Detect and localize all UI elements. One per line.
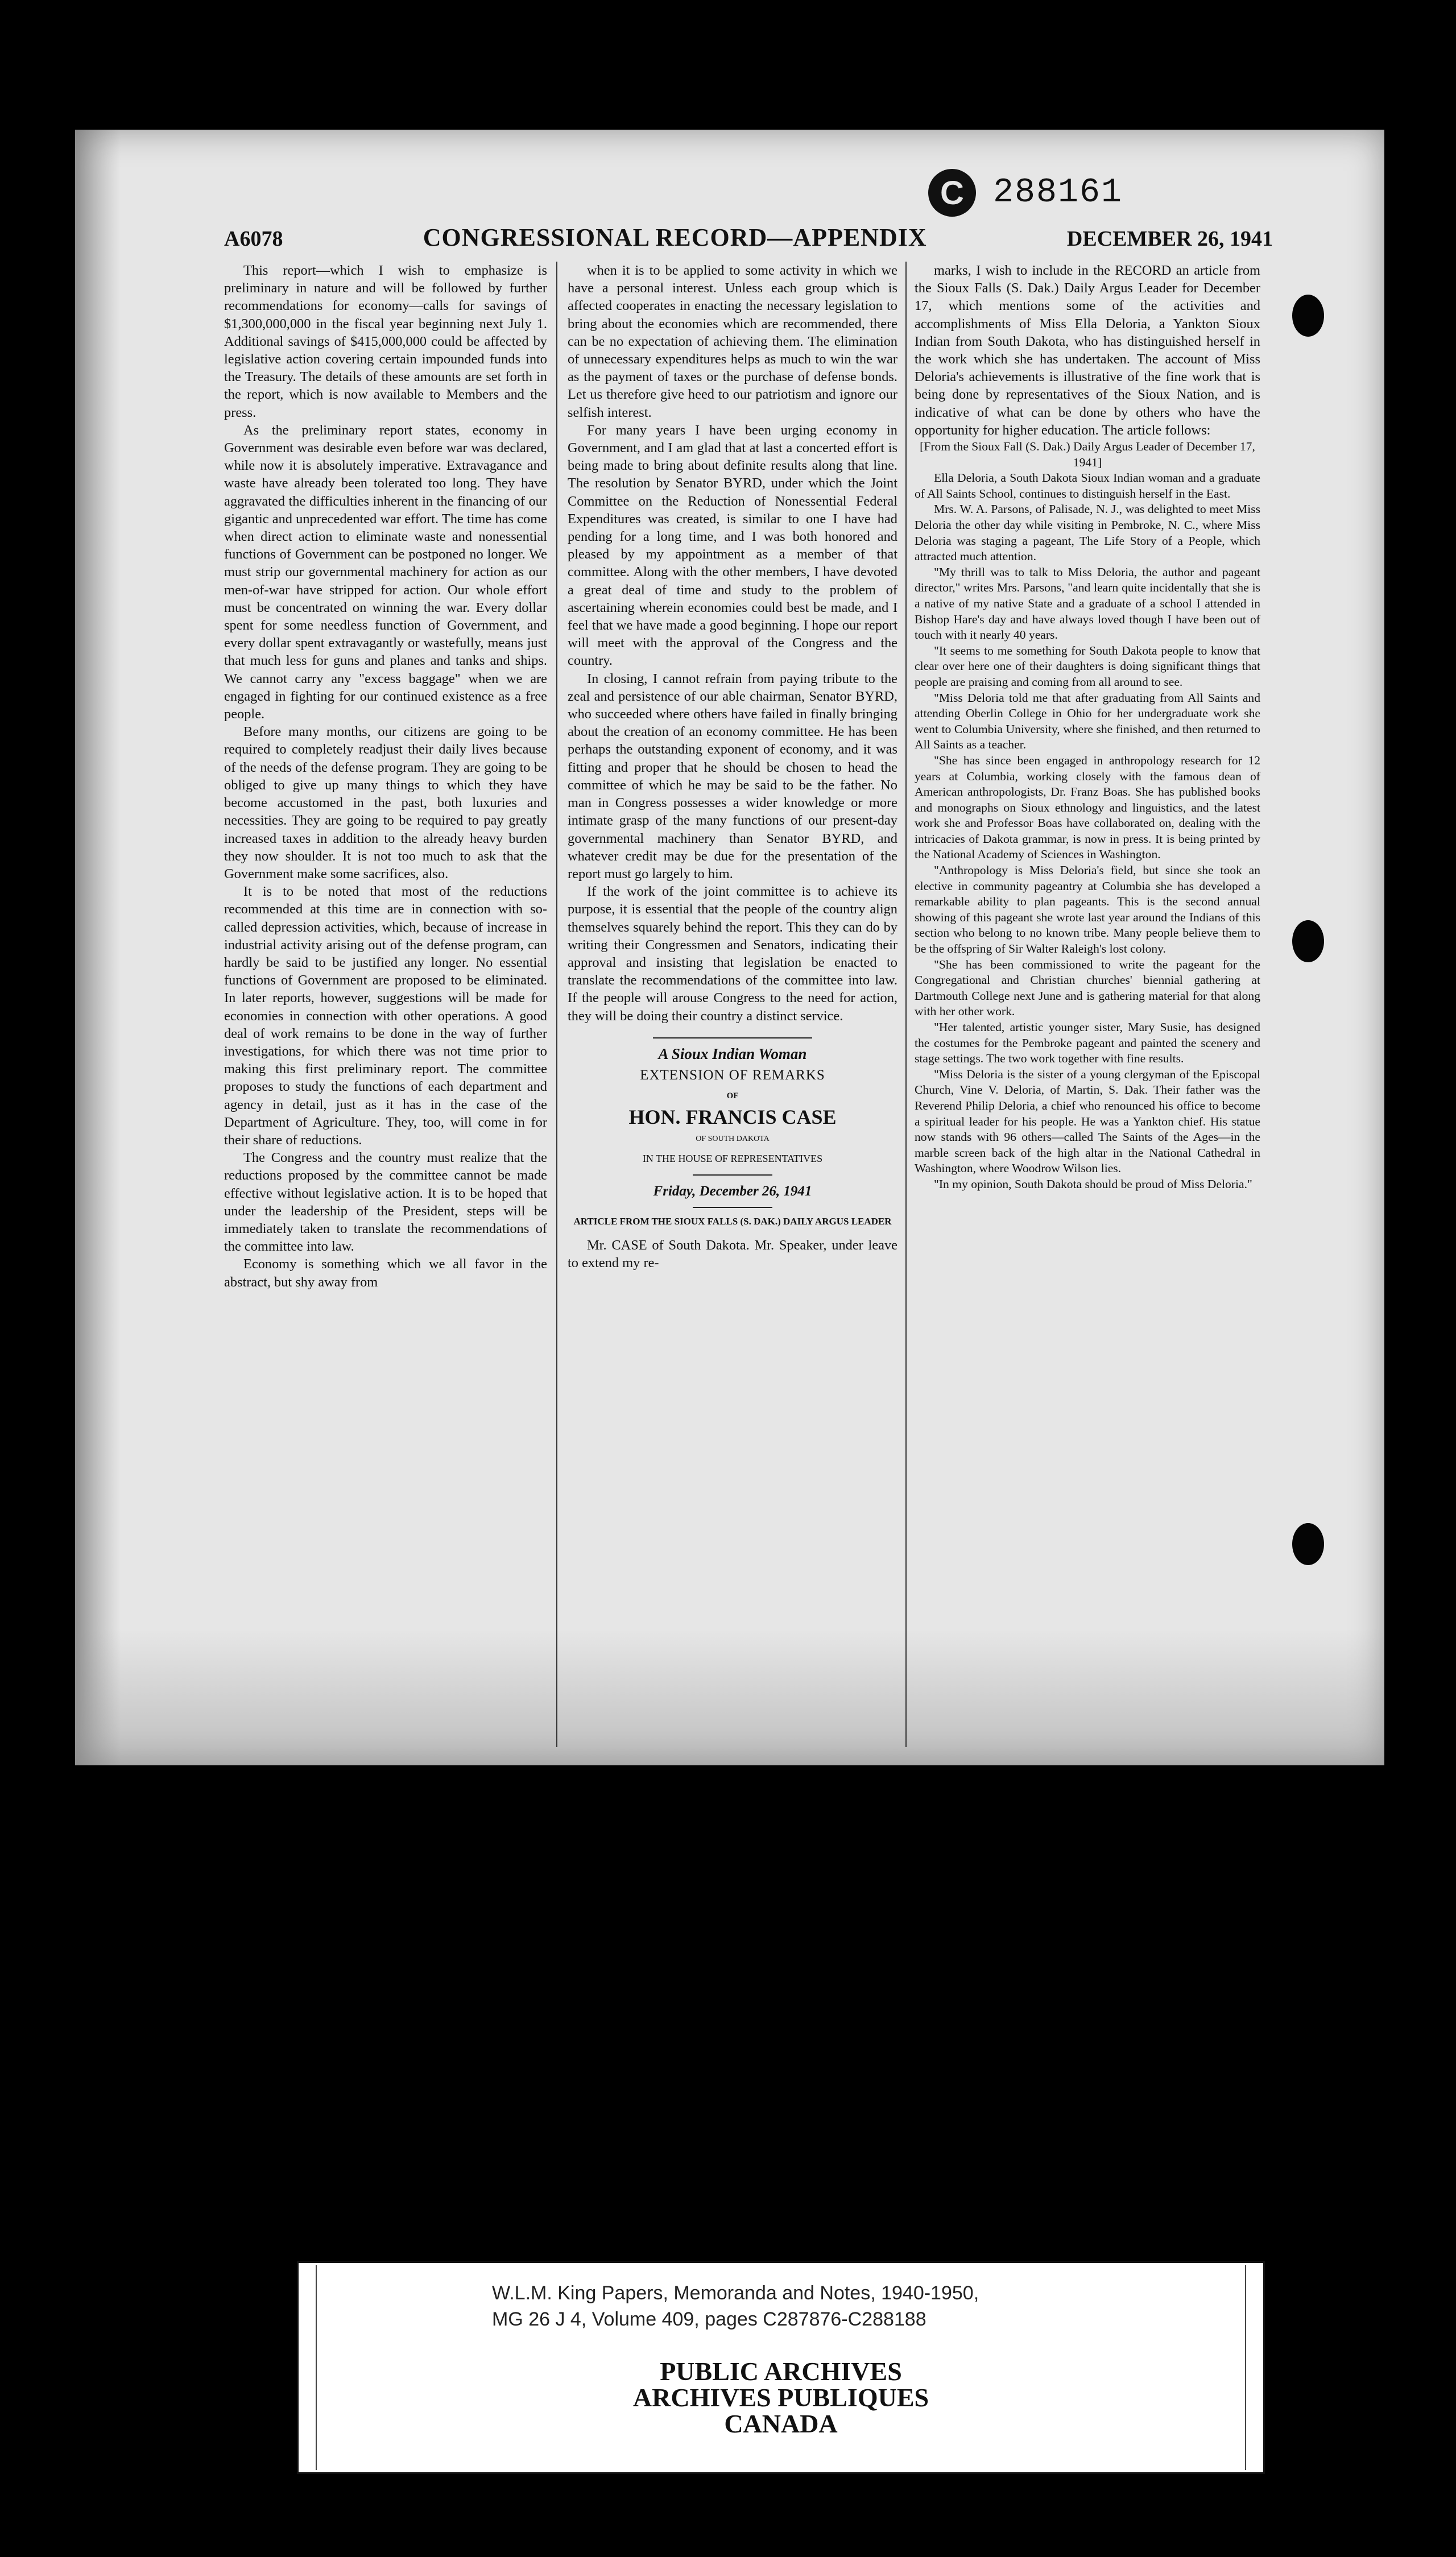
article-paragraph: "Anthropology is Miss Deloria's field, but since she took an elective in community pageantry at Columbia she has developed a remarkable ability to plan pageants. This is the second annual showing of this pageant she wrote last year around the Indians of this section who belong to no known tribe. Many people believe them to be the offspring of Sir Walter Raleigh's lost colony. — [915, 863, 1260, 956]
punch-hole-top — [1292, 295, 1324, 337]
paragraph: For many years I have been urging economy in Government, and I am glad that at last a concerted effort is being made to bring about definite results along that line. The resolution by Senator BYRD, under which the Joint Committee on the Reduction of Nonessential Federal Expenditures was created, is similar to one I have had pending for a long time, and I was both honored and pleased by my appointment as a member of that committee. Along with the other members, I have devoted a great deal of time and study to the problem of ascertaining wherein economies could best be made, and I feel that we have made a good beginning. I hope our report will meet with the approval of the Congress and the country. — [568, 422, 897, 669]
page-header — [224, 223, 1273, 257]
paragraph: In closing, I cannot refrain from paying tribute to the zeal and persistence of our able chairman, Senator BYRD, who succeeded where others have failed in finally bringing about the creation of an economy committee. He has been perhaps the outstanding exponent of economy, and it was fitting and proper that he should be chosen to head the committee of which he may be said to be the father. No man in Congress possesses a wider knowledge or more intimate grasp of the many functions of our present-day governmental machinery than Senator BYRD, and whatever credit may be due for the presentation of the report must go largely to him. — [568, 671, 897, 882]
article-source-line: ARTICLE FROM THE SIOUX FALLS (S. DAK.) DAILY ARGUS LEADER — [573, 1216, 892, 1227]
scan-shadow-bottom — [75, 1629, 1384, 1765]
speaker-name: HON. FRANCIS CASE — [628, 1106, 837, 1129]
institution-line: CANADA — [724, 2409, 838, 2438]
punch-hole-middle — [1292, 920, 1324, 962]
paragraph: when it is to be applied to some activity in which we have a personal interest. Unless each group which is affected cooperates in enacting the necessary legislation to bring about the economies which are recommended, there can be no expectation of achieving them. The elimination of unnecessary expenditures helps as much to win the war as the payment of taxes or the purchase of defense bonds. Let us therefore give heed to our patriotism and ignore our selfish interest. — [568, 263, 897, 420]
archive-reference — [492, 2280, 1231, 2332]
extension-label: EXTENSION OF REMARKS — [640, 1067, 825, 1083]
article-paragraph: Ella Deloria, a South Dakota Sioux Indian woman and a graduate of All Saints School, continues to distinguish herself in the East. — [915, 471, 1260, 500]
column-middle — [568, 262, 897, 1272]
article-paragraph: "Her talented, artistic younger sister, Mary Susie, has designed the costumes for the Pembroke pageant and painted the scenery and stage settings. The two work together with fine results. — [915, 1020, 1260, 1066]
article-source: [From the Sioux Fall (S. Dak.) Daily Argus Leader of December 17, 1941] — [920, 440, 1255, 469]
chamber: IN THE HOUSE OF REPRESENTATIVES — [642, 1152, 823, 1164]
article-paragraph: "She has since been engaged in anthropology research for 12 years at Columbia, working closely with the famous dean of American anthropologists, Dr. Franz Boas. She has published books and monographs on Sioux ethnology and linguistics, and the latest work she and Professor Boas have collaborated on, dealing with the intricacies of Dakota grammar, is now in press. It is being printed by the National Academy of Sciences in Washington. — [915, 753, 1260, 862]
article-paragraph: "It seems to me something for South Dakota people to know that clear over here one of their daughters is doing significant things that people are praising and coming from all around to see. — [915, 643, 1260, 689]
divider — [693, 1174, 772, 1176]
paragraph: If the work of the joint committee is to achieve its purpose, it is essential that the people of the country align themselves squarely behind the report. This they can do by writing their Congressmen and Senators, indicating their approval and insisting that legislation be enacted to translate the recommendations of the committee into law. If the people will arouse Congress to the need for action, they will be doing their country a distinct service. — [568, 884, 897, 1024]
article-paragraph: "Miss Deloria told me that after graduating from All Saints and attending Oberlin College in Ohio for her undergraduate work she went to Columbia University, where she finished, and then returned to All Saints as a teacher. — [915, 690, 1260, 752]
article-title: A Sioux Indian Woman — [658, 1045, 807, 1062]
paragraph: Before many months, our citizens are going to be required to completely readjust their daily lives because of the needs of the defense program. They are going to be obliged to give up many things to which they have become accustomed in the past, both luxuries and necessities. They are going to be required to pay greatly increased taxes in addition to the already heavy burden they now shoulder. It is not too much to ask that the Government make some sacrifices, also. — [224, 724, 547, 882]
column-rule-2 — [905, 262, 907, 1747]
stamp-number: 288161 — [993, 173, 1123, 212]
article-paragraph: Mrs. W. A. Parsons, of Palisade, N. J., was delighted to meet Miss Deloria the other day while visiting in Pembroke, N. C., where Miss Deloria was staging a pageant, The Life Story of a People, which attracted much attention. — [915, 502, 1260, 564]
extension-of-remarks-heading — [568, 1037, 897, 1228]
paragraph: marks, I wish to include in the RECORD an article from the Sioux Falls (S. Dak.) Daily Argus Leader for December 17, which mentions some of the activities and accomplishments of Miss Ella Deloria, a Yankton Sioux Indian from South Dakota, who has distinguished herself in the work which she has undertaken. The account of Miss Deloria's achievements is illustrative of the fine work that is being done by representatives of the Sioux Nation, and is indicative of what can be done by others who have the opportunity for higher education. The article follows: — [915, 263, 1260, 438]
paragraph: The Congress and the country must realize that the reductions proposed by the committee cannot be made effective without legislative action. It is to be hoped that under the leadership of the President, steps will be immediately taken to translate the recommendations of the committee into law. — [224, 1150, 547, 1255]
page-number: A6078 — [224, 227, 283, 251]
paragraph: As the preliminary report states, economy in Government was desirable even before war was declared, while now it is absolutely imperative. Extravagance and waste have already been tolerated too long. They have aggravated the difficulties inherent in the financing of our gigantic and unprecedented war effort. The time has come when direct action to eliminate waste and nonessential functions of Government can be postponed no longer. We must strip our governmental machinery for action as our men-of-war have stripped for action. Our whole effort must be concentrated on winning the war. Every dollar spent for some needless function of Government, and every dollar spent extravagantly or wastefully, means just that much less for guns and planes and tanks and ships. We cannot carry any "excess baggage" when we are engaged in fighting for our continued existence as a free people. — [224, 422, 547, 722]
reference-line: MG 26 J 4, Volume 409, pages C287876-C288188 — [492, 2308, 926, 2330]
paragraph: Mr. CASE of South Dakota. Mr. Speaker, under leave to extend my re- — [568, 1238, 897, 1271]
institution-line: ARCHIVES PUBLIQUES — [632, 2383, 929, 2412]
article-paragraph: "In my opinion, South Dakota should be proud of Miss Deloria." — [934, 1177, 1252, 1191]
divider — [693, 1207, 772, 1208]
of-label: OF — [726, 1091, 739, 1101]
publication-title: CONGRESSIONAL RECORD—APPENDIX — [423, 224, 927, 251]
paragraph: It is to be noted that most of the reductions recommended at this time are in connection with so-called depression activities, which, because of increase in industrial activity arising out of the defense program, can hardly be said to be justified any longer. No essential functions of Government are proposed to be eliminated. In later reports, however, suggestions will be made for economies in connection with other operations. A good deal of work remains to be done in the way of further investigations, for which there was not time prior to making this first preliminary report. The committee proposes to study the functions of each department and agency in detail, just as it has in the case of the Department of Agriculture. They, too, will come in for their share of reductions. — [224, 884, 547, 1148]
paragraph: This report—which I wish to emphasize is preliminary in nature and will be followed by further recommendations for economy—calls for savings of $1,300,000,000 in the fiscal year beginning next July 1. Additional savings of $415,000,000 could be affected by legislative action covering certain impounded funds into the Treasury. The details of these amounts are set forth in the report, which is now available to Members and the press. — [224, 263, 547, 420]
paragraph: Economy is something which we all favor in the abstract, but shy away from — [224, 1256, 547, 1290]
remarks-date: Friday, December 26, 1941 — [653, 1183, 812, 1199]
reference-line: W.L.M. King Papers, Memoranda and Notes, 1940-1950, — [492, 2282, 979, 2304]
article-paragraph: "She has been commissioned to write the pageant for the Congregational and Christian churches' biennial gathering at Dartmouth College next June and is gathering material for that along with her other work. — [915, 957, 1260, 1019]
column-left — [224, 262, 547, 1291]
punch-hole-bottom — [1292, 1523, 1324, 1565]
issue-date: DECEMBER 26, 1941 — [1066, 227, 1273, 251]
archive-number-stamp — [928, 162, 1123, 224]
divider — [653, 1037, 812, 1038]
article-paragraph: "My thrill was to talk to Miss Deloria, the author and pageant director," writes Mrs. Parsons, "and learn quite incidentally that she is a native of my native State and a graduate of a school I attended in Bishop Hare's day and have always loved though I have been out of touch with it nearly 40 years. — [915, 565, 1260, 642]
archive-label — [297, 2261, 1265, 2474]
scanned-page — [75, 130, 1384, 1765]
archive-institution — [299, 2359, 1263, 2437]
scan-shadow-left — [75, 130, 121, 1765]
speaker-state: OF SOUTH DAKOTA — [696, 1134, 770, 1143]
column-right — [915, 262, 1260, 1193]
article-paragraph: "Miss Deloria is the sister of a young clergyman of the Episcopal Church, Vine V. Deloria, of Martin, S. Dak. Their father was the Reverend Philip Deloria, a chief who renounced his office to become a spiritual leader for his people. He was a Yankton chief. His statue now stands with 96 others—called The Saints of the Ages—in the marble screen back of the high altar in the National Cathedral in Washington, where Woodrow Wilson lies. — [915, 1067, 1260, 1176]
institution-line: PUBLIC ARCHIVES — [660, 2357, 902, 2386]
column-rule-1 — [556, 262, 557, 1747]
stamp-letter: C — [928, 169, 976, 217]
